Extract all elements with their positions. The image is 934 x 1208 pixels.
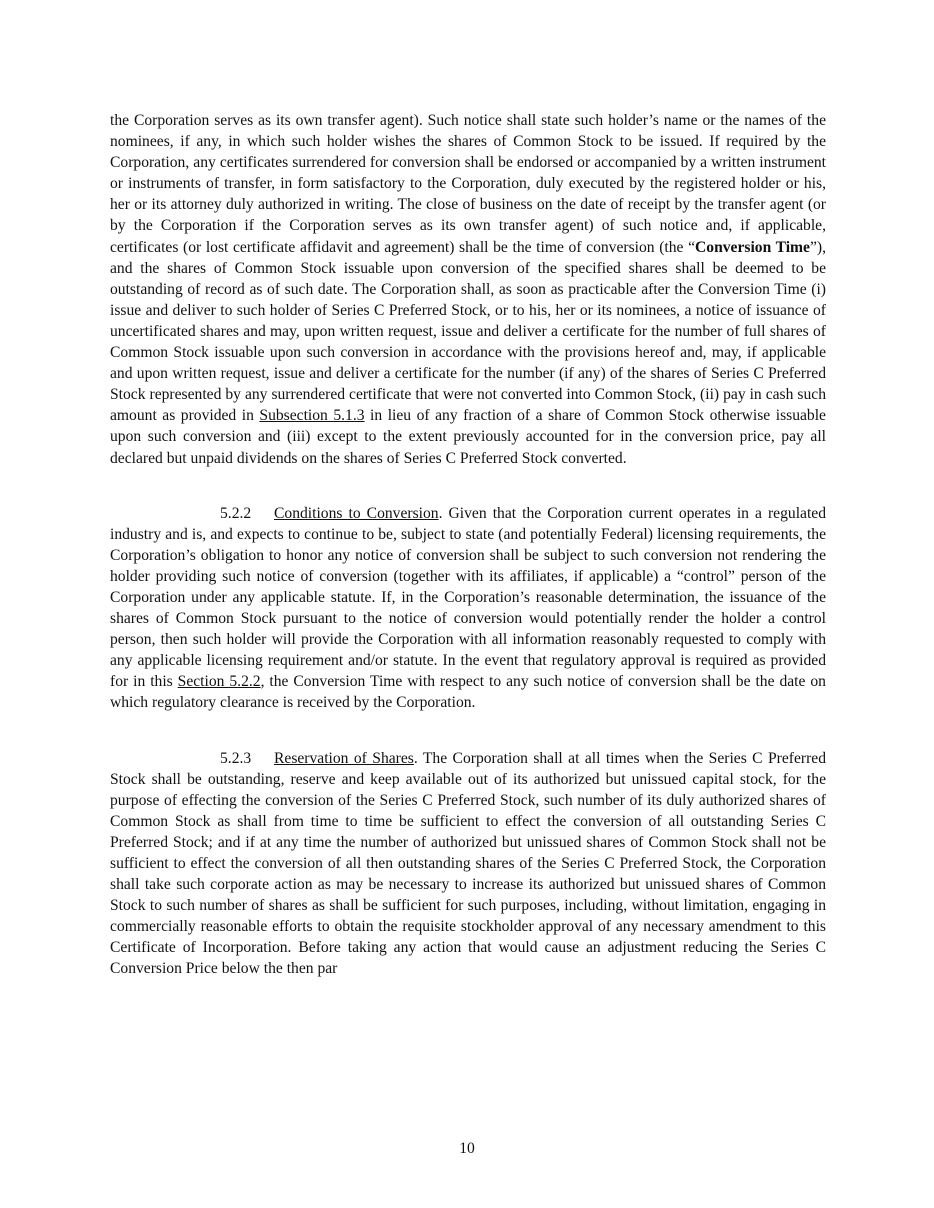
text-run: in lieu of any fraction of a share of Common Stock otherwise issuable upon such conversion and (iii) except to the extent previously accounted for in the conversion price, pay all declared but unpaid dividends on the shares of Series C Preferred Stock converted. bbox=[110, 407, 826, 467]
text-run: . The Corporation shall at all times when the Series C Preferred Stock shall be outstanding, reserve and keep available out of its authorized but unissued capital stock, for the purpose of effecting the conversion of the Series C Preferred Stock, such number of its duly authorized shares of Common Stock as shall from time to time be sufficient to effect the conversion of all outstanding Series C Preferred Stock; and if at any time the number of authorized but unissued shares of Common Stock shall not be sufficient to effect the conversion of all then outstanding shares of the Series C Preferred Stock, the Corporation shall take such corporate action as may be necessary to increase its authorized but unissued shares of Common Stock to such number of shares as shall be sufficient for such purposes, including, without limitation, engaging in commercially reasonable efforts to obtain the requisite stockholder approval of any necessary amendment to this Certificate of Incorporation. Before taking any action that would cause an adjustment reducing the Series C Conversion Price below the then par bbox=[110, 749, 826, 978]
cross-reference-section-5-2-2: Section 5.2.2 bbox=[177, 673, 261, 691]
section-heading: Reservation of Shares bbox=[274, 749, 414, 767]
text-run: . Given that the Corporation current operates in a regulated industry and is, and expects to continue to be, subject to state (and potentially Federal) licensing requirements, the Corporation’s obligation to honor any notice of conversion shall be subject to such conversion not rendering the holder providing such notice of conversion (together with its affiliates, if applicable) a “control” person of the Corporation under any applicable statute. If, in the Corporation’s reasonable determination, the issuance of the shares of Common Stock pursuant to the notice of conversion would potentially render the holder a control person, then such holder will provide the Corporation with all information reasonably requested to comply with any applicable licensing requirement and/or statute. In the event that regulatory approval is required as provided for in this bbox=[110, 504, 827, 691]
text-run: ”), and the shares of Common Stock issuable upon conversion of the specified shares shall be deemed to be outstanding of record as of such date. The Corporation shall, as soon as practicable after the Conversion Time (i) issue and deliver to such holder of Series C Preferred Stock, or to his, her or its nominees, a notice of issuance of uncertificated shares and may, upon written request, issue and deliver a certificate for the number of full shares of Common Stock issuable upon such conversion in accordance with the provisions hereof and, may, if applicable and upon written request, issue and deliver a certificate for the number (if any) of the shares of Series C Preferred Stock represented by any surrendered certificate that were not converted into Common Stock, (ii) pay in cash such amount as provided in bbox=[110, 238, 826, 425]
defined-term-conversion-time: Conversion Time bbox=[695, 238, 810, 256]
text-run: , the Conversion Time with respect to any such notice of conversion shall be the date on which regulatory clearance is received by the Corporation. bbox=[110, 673, 826, 712]
section-heading: Conditions to Conversion bbox=[274, 504, 439, 522]
section-number: 5.2.3 bbox=[220, 749, 252, 767]
section-number: 5.2.2 bbox=[220, 504, 252, 522]
document-page bbox=[110, 110, 826, 980]
paragraph-reservation-of-shares bbox=[110, 748, 826, 980]
paragraph-conditions-to-conversion bbox=[110, 503, 826, 714]
paragraph-conversion-notice bbox=[110, 110, 826, 469]
page-number: 10 bbox=[459, 1140, 475, 1157]
cross-reference-subsection-5-1-3: Subsection 5.1.3 bbox=[259, 407, 365, 425]
text-run: the Corporation serves as its own transfer agent). Such notice shall state such holder’s name or the names of the nominees, if any, in which such holder wishes the shares of Common Stock to be issued. If required by the Corporation, any certificates surrendered for conversion shall be endorsed or accompanied by a written instrument or instruments of transfer, in form satisfactory to the Corporation, duly executed by the registered holder or his, her or its attorney duly authorized in writing. The close of business on the date of receipt by the transfer agent (or by the Corporation if the Corporation serves as its own transfer agent) of such notice and, if applicable, certificates (or lost certificate affidavit and agreement) shall be the time of conversion (the “ bbox=[110, 112, 826, 256]
